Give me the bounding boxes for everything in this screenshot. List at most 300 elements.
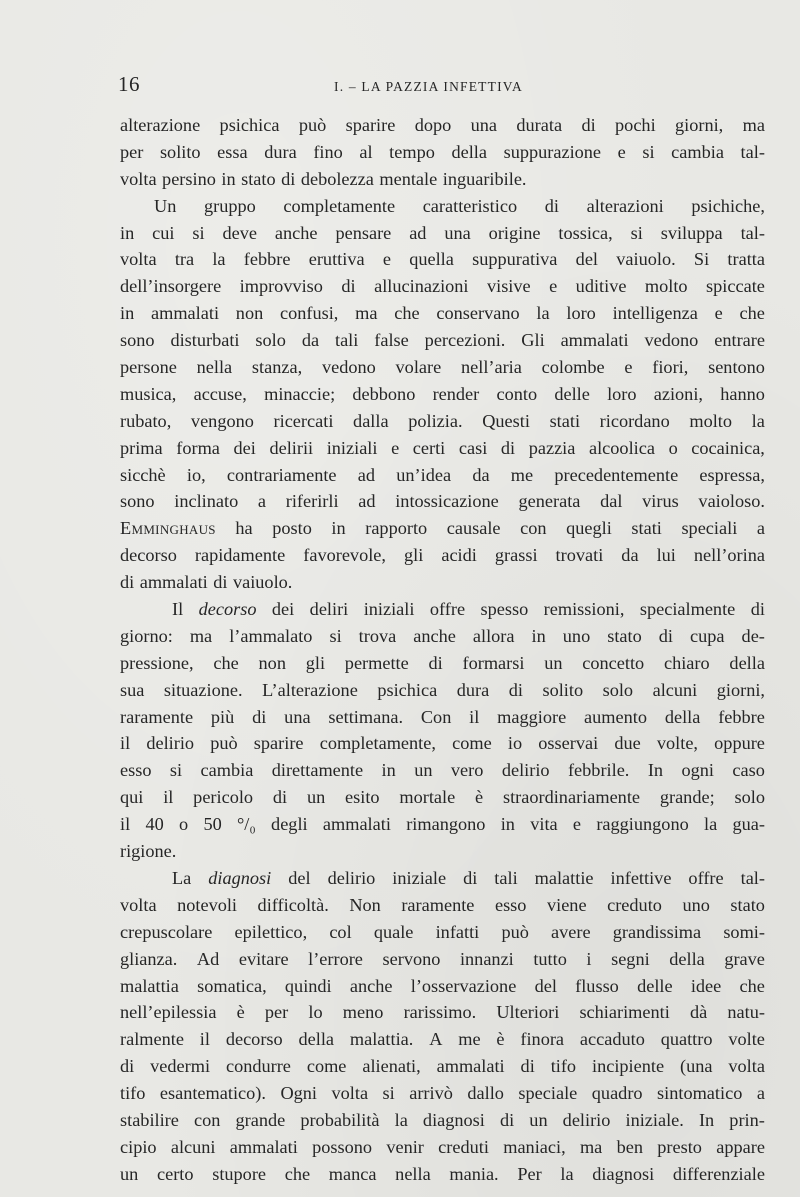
text-line	[120, 462, 765, 489]
word: ad	[357, 464, 376, 485]
word: anche	[413, 625, 456, 646]
word: maniaci,	[503, 1136, 566, 1157]
text-line	[120, 757, 765, 784]
word: mania.	[449, 1163, 499, 1184]
word: delirio	[501, 760, 550, 781]
word: ammalati	[229, 1136, 298, 1157]
word: ma	[355, 303, 378, 324]
word: delirio	[327, 867, 376, 888]
text-line	[120, 784, 765, 811]
word: tutto	[533, 948, 567, 969]
word: alterazioni	[586, 195, 664, 216]
word: cipio	[120, 1136, 157, 1157]
word: con	[520, 518, 547, 539]
word: inguaribile.	[442, 168, 527, 189]
word: volte	[728, 1029, 765, 1050]
word: spiccate	[706, 276, 765, 297]
word: grave	[724, 948, 765, 969]
word: cocainica,	[691, 437, 765, 458]
word: certo	[156, 1163, 194, 1184]
word: persino	[162, 168, 216, 189]
word: dei	[271, 599, 295, 620]
word: esito	[345, 787, 380, 808]
word: della	[298, 1029, 335, 1050]
word: speciali	[681, 518, 738, 539]
word: di	[544, 195, 559, 216]
word: direttamente	[271, 760, 364, 781]
word: evitare	[238, 948, 289, 969]
word: vaioloso.	[698, 491, 765, 512]
word: solo	[602, 679, 634, 700]
word: quale	[373, 921, 414, 942]
word: intelligenza	[612, 303, 698, 324]
word: e	[617, 141, 626, 162]
word: vedono	[644, 330, 699, 351]
word: tossica,	[558, 222, 613, 243]
text-line	[120, 112, 765, 139]
word: 40	[145, 814, 164, 835]
word: dei	[233, 437, 256, 458]
word: febbre	[243, 249, 291, 270]
word: e	[382, 249, 391, 270]
word: in	[331, 518, 346, 539]
word: improvviso	[239, 276, 323, 297]
word: rigione.	[120, 841, 177, 862]
word: spesso	[480, 599, 529, 620]
word: molto	[644, 276, 688, 297]
word: mentale	[379, 168, 438, 189]
word: Un	[154, 195, 177, 216]
word: maggiore	[497, 706, 567, 727]
word: remissioni,	[543, 599, 625, 620]
word: forma	[176, 437, 220, 458]
word: virus	[642, 491, 679, 512]
word: stabilire	[120, 1109, 179, 1130]
word: iniziale	[392, 867, 447, 888]
word: grande;	[659, 787, 715, 808]
word: diagnosi	[208, 867, 272, 888]
word: al	[359, 141, 373, 162]
word: delirii	[269, 437, 314, 458]
text-line	[120, 327, 765, 354]
word: alienati,	[362, 1056, 421, 1077]
word: la	[560, 1163, 574, 1184]
word: ralmente	[120, 1029, 184, 1050]
word: non	[235, 303, 264, 324]
word: L’alterazione	[262, 679, 358, 700]
word: caso	[732, 760, 765, 781]
word: difficoltà.	[257, 894, 329, 915]
word: decorso	[120, 545, 177, 566]
word: in	[120, 303, 135, 324]
word: la	[212, 249, 226, 270]
word: della	[664, 706, 701, 727]
word: de-	[741, 625, 765, 646]
word: pensare	[335, 222, 392, 243]
body-text	[120, 112, 765, 1188]
text-line	[120, 730, 765, 757]
word: la	[704, 814, 718, 835]
word: somatica,	[197, 975, 267, 996]
word: si	[329, 625, 342, 646]
word: quella	[409, 249, 454, 270]
word: del	[575, 249, 599, 270]
word: un	[544, 652, 563, 673]
word: si	[630, 222, 643, 243]
word: ammalati	[322, 814, 391, 835]
word: aumento	[584, 706, 647, 727]
word: chiaro	[663, 652, 710, 673]
word: accuse,	[193, 383, 247, 404]
word: lui	[656, 545, 676, 566]
word: volte,	[656, 733, 698, 754]
word: casi	[458, 437, 488, 458]
word: infettive	[610, 867, 672, 888]
word: che	[284, 1163, 311, 1184]
word: schiarimenti	[579, 1002, 670, 1023]
word: durata	[516, 115, 563, 135]
word: in	[381, 760, 396, 781]
word: la	[536, 303, 550, 324]
word: e	[714, 303, 723, 324]
text-line	[120, 1107, 765, 1134]
word: innanzi	[459, 948, 514, 969]
word: la	[394, 1109, 408, 1130]
word: vedono	[321, 357, 376, 378]
word: rimangono	[406, 814, 486, 835]
word: alcuni	[170, 1136, 216, 1157]
text-line	[120, 408, 765, 435]
word: espressa,	[699, 464, 765, 485]
word: rubato,	[120, 410, 172, 431]
word: allora	[472, 625, 515, 646]
word: uno	[562, 625, 591, 646]
text-line	[120, 623, 765, 650]
word: l’osservazione	[410, 975, 517, 996]
text-line	[120, 1134, 765, 1161]
word: intossicazione	[395, 491, 499, 512]
word: presto	[657, 1136, 702, 1157]
word: del	[534, 975, 557, 996]
word: a	[756, 518, 765, 539]
word: un	[414, 760, 433, 781]
word: hanno	[720, 383, 765, 404]
text-line	[120, 435, 765, 462]
word: di	[499, 1109, 515, 1130]
word: formarsi	[462, 652, 525, 673]
word: gruppo	[203, 195, 256, 216]
word: venir	[386, 1136, 424, 1157]
word: che	[213, 652, 239, 673]
word: nell’aria	[460, 357, 522, 378]
word: delle	[637, 975, 673, 996]
word: è	[236, 1002, 245, 1023]
text-line	[120, 542, 765, 569]
word: dell’insorgere	[120, 276, 222, 297]
word: debolezza	[300, 168, 374, 189]
word: meno	[342, 1002, 384, 1023]
word: concetto	[582, 652, 645, 673]
word: di	[252, 706, 267, 727]
word: vaiuolo.	[232, 572, 293, 593]
word: ad	[409, 222, 427, 243]
word: di	[120, 1056, 135, 1077]
word: l’errore	[308, 948, 363, 969]
word: entrare	[714, 330, 765, 351]
word: da	[472, 464, 490, 485]
word: in	[500, 814, 515, 835]
text-line	[120, 193, 765, 220]
word: completamente,	[319, 733, 436, 754]
word: loro	[607, 383, 637, 404]
word: segni	[611, 948, 650, 969]
word: A	[429, 1029, 443, 1050]
word: In	[647, 760, 664, 781]
word: sono	[120, 330, 155, 351]
word: solo	[255, 330, 286, 351]
word: tal-	[740, 222, 765, 243]
word: manca	[328, 1163, 377, 1184]
word: il	[199, 1029, 210, 1050]
text-line	[120, 865, 765, 892]
word: di	[272, 787, 288, 808]
text-line	[120, 515, 765, 542]
word: esso	[120, 760, 152, 781]
text-line	[120, 704, 765, 731]
word: e	[624, 357, 633, 378]
word: raggiungono	[596, 814, 689, 835]
word: raramente	[401, 894, 475, 915]
word: nell’orina	[693, 545, 765, 566]
word: conservano	[436, 303, 520, 324]
word: Si	[693, 249, 710, 270]
word: uno	[682, 894, 710, 915]
word: non	[258, 652, 286, 673]
word: ben	[616, 1136, 643, 1157]
word: un’idea	[396, 464, 452, 485]
word: volta	[120, 249, 157, 270]
word: psichica	[377, 679, 438, 700]
word: grassi	[494, 545, 538, 566]
word: ammalati	[560, 330, 629, 351]
text-line	[120, 973, 765, 1000]
word: ammalati	[436, 1056, 505, 1077]
word: una	[470, 115, 498, 135]
word: appare	[716, 1136, 765, 1157]
word: posto	[272, 518, 312, 539]
text-line	[120, 596, 765, 623]
word: che	[739, 303, 765, 324]
word: raramente	[120, 706, 194, 727]
word: (una	[679, 1056, 713, 1077]
word: alcoolica	[588, 437, 655, 458]
word: trova	[358, 625, 397, 646]
word: si	[192, 222, 205, 243]
word: loro	[566, 303, 596, 324]
word: sparire	[253, 733, 304, 754]
word: con	[193, 1109, 221, 1130]
word: è	[475, 787, 484, 808]
word: Emminghaus	[120, 518, 216, 539]
word: dura	[456, 679, 490, 700]
word: rapidamente	[194, 545, 286, 566]
word: di	[500, 437, 516, 458]
word: di	[428, 652, 443, 673]
word: ha	[235, 518, 253, 539]
word: crepuscolare	[120, 921, 213, 942]
word: essa	[217, 141, 248, 162]
word: In	[698, 1109, 715, 1130]
word: dallo	[467, 1083, 504, 1104]
word: un	[120, 1163, 139, 1184]
word: uditive	[575, 276, 627, 297]
word: Con	[420, 706, 452, 727]
word: Ad	[196, 948, 220, 969]
word: delirio	[562, 1109, 611, 1130]
word: Questi	[482, 410, 530, 431]
text-line	[120, 892, 765, 919]
word: somi-	[723, 921, 765, 942]
text-line	[120, 1026, 765, 1053]
word: sviluppa	[660, 222, 723, 243]
word: notevoli	[177, 894, 238, 915]
word: stato	[607, 625, 642, 646]
word: minaccie;	[264, 383, 336, 404]
word: possono	[312, 1136, 373, 1157]
word: volare	[395, 357, 442, 378]
word: speciale	[518, 1083, 578, 1104]
word: situazione.	[163, 679, 243, 700]
word: sono	[120, 491, 155, 512]
word: finora	[520, 1029, 565, 1050]
word: ricordano	[599, 410, 670, 431]
text-line	[120, 569, 765, 596]
word: malattia.	[349, 1029, 414, 1050]
word: persone	[120, 357, 177, 378]
word: degli	[271, 814, 308, 835]
word: causale	[446, 518, 501, 539]
word: false	[374, 330, 409, 351]
word: Il	[172, 599, 184, 620]
word: della	[729, 652, 765, 673]
text-line	[120, 811, 765, 838]
word: a	[257, 491, 267, 512]
word: precedentemente	[554, 464, 679, 485]
word: me	[458, 1029, 481, 1050]
running-head	[118, 72, 768, 102]
text-line	[120, 1161, 765, 1188]
word: tali	[494, 867, 518, 888]
text-line	[120, 166, 765, 193]
word: sua	[120, 679, 145, 700]
word: per	[264, 1002, 289, 1023]
word: rarissimo.	[403, 1002, 477, 1023]
word: da	[621, 545, 639, 566]
word: per	[120, 141, 144, 162]
word: infatti	[435, 921, 480, 942]
text-line	[120, 300, 765, 327]
word: solo	[734, 787, 765, 808]
text-line	[120, 1053, 765, 1080]
word: vaiuolo.	[616, 249, 676, 270]
word: malattia	[120, 975, 179, 996]
word: psichica	[219, 115, 280, 135]
word: arrivò	[409, 1083, 453, 1104]
word: vita	[530, 814, 558, 835]
word: ad	[358, 491, 376, 512]
word: si	[169, 760, 183, 781]
word: Per	[517, 1163, 542, 1184]
word: cupa	[690, 625, 725, 646]
text-line	[120, 354, 765, 381]
word: colombe	[541, 357, 605, 378]
word: ma	[579, 1136, 603, 1157]
word: azioni,	[653, 383, 703, 404]
word: creduti	[438, 1136, 489, 1157]
word: Non	[349, 894, 381, 915]
word: servono	[382, 948, 441, 969]
word: offre	[429, 599, 466, 620]
word: in	[221, 168, 236, 189]
word: di	[658, 625, 673, 646]
word: il	[469, 706, 480, 727]
word: confusi,	[279, 303, 339, 324]
word: il	[163, 787, 174, 808]
word: polizia.	[408, 410, 463, 431]
word: che	[394, 303, 420, 324]
word: iniziali	[363, 599, 415, 620]
word: può	[501, 921, 529, 942]
word: col	[329, 921, 352, 942]
word: di	[750, 599, 765, 620]
word: in	[120, 222, 135, 243]
word: disturbati	[170, 330, 240, 351]
word: tal-	[740, 141, 765, 162]
text-line	[120, 838, 765, 865]
word: favorevole,	[303, 545, 386, 566]
word: di	[520, 1056, 535, 1077]
word: suppurativa	[472, 249, 558, 270]
word: volta	[120, 894, 157, 915]
word: probabilità	[300, 1109, 380, 1130]
word: La	[172, 867, 192, 888]
word: l’ammalato	[229, 625, 313, 646]
page-number: 16	[118, 72, 140, 96]
word: decorso	[198, 599, 257, 620]
word: di	[341, 276, 356, 297]
word: febbrile.	[567, 760, 630, 781]
text-line	[120, 1080, 765, 1107]
word: gli	[404, 545, 424, 566]
word: di	[213, 572, 228, 593]
word: dopo	[414, 115, 452, 135]
word: un	[306, 787, 326, 808]
word: che	[739, 975, 765, 996]
word: deve	[222, 222, 258, 243]
word: diagnosi	[592, 1163, 655, 1184]
word: ma	[189, 625, 213, 646]
word: cui	[152, 222, 175, 243]
word: solito	[542, 679, 584, 700]
word: il	[120, 814, 131, 835]
word: origine	[488, 222, 541, 243]
word: tratta	[727, 249, 765, 270]
word: Gli	[521, 330, 545, 351]
word: tifo	[550, 1056, 577, 1077]
word: quadro	[591, 1083, 643, 1104]
word: o	[668, 437, 678, 458]
word: la	[751, 410, 765, 431]
